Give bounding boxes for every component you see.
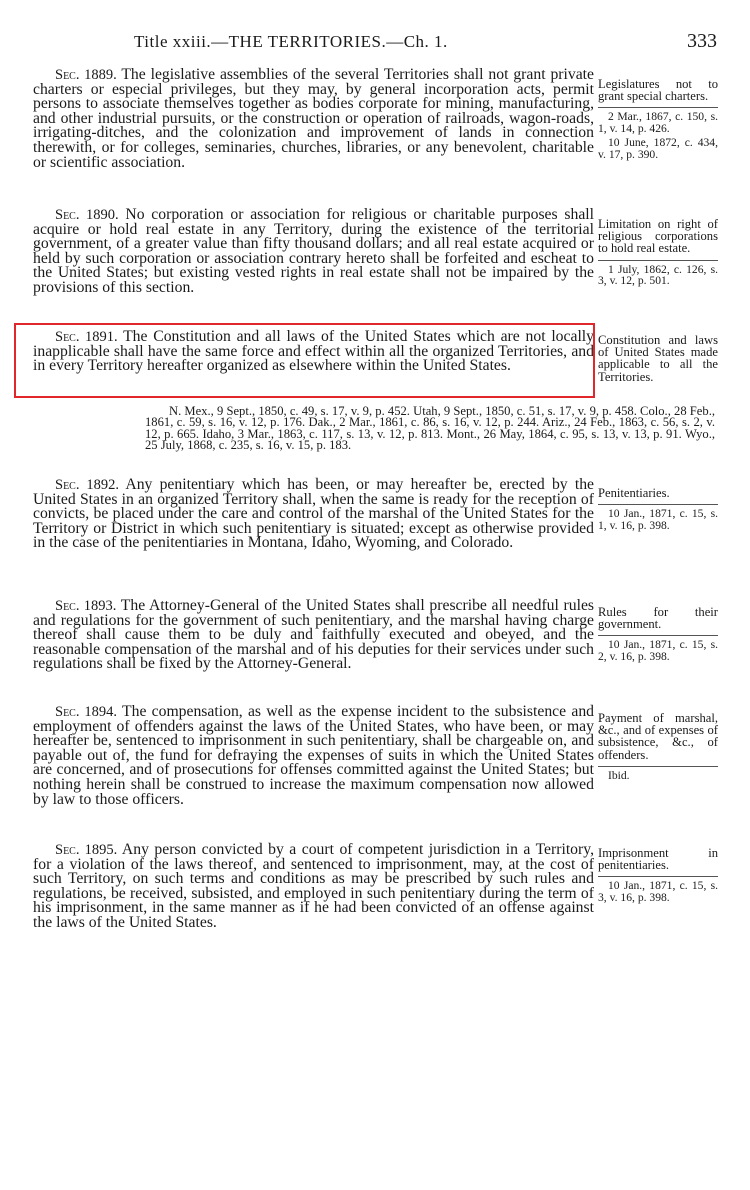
margin-note-1893 xyxy=(598,606,718,662)
section-number: Sec. 1889. xyxy=(55,67,117,83)
section-number: Sec. 1893. xyxy=(55,598,117,614)
section-number: Sec. 1891. xyxy=(55,329,118,345)
section-number: Sec. 1890. xyxy=(55,207,119,223)
margin-note-ref: 1 July, 1862, c. 126, s. 3, v. 12, p. 501. xyxy=(598,260,718,287)
margin-note-title: Constitution and laws of United States made applicable to all the Territories. xyxy=(598,333,718,384)
margin-note-title: Payment of marshal, &c., and of expenses of subsistence, &c., of offenders. xyxy=(598,711,718,762)
highlight-box xyxy=(14,323,595,398)
margin-note-ref: 10 Jan., 1871, c. 15, s. 1, v. 16, p. 398. xyxy=(598,504,718,531)
section-text: Any penitentiary which has been, or may hereafter be, erected by the United States in an organized Territory shall, when the same is ready for the reception of convicts, be placed under the care and control of the marshal of the United States for the Territory or District in which such penitentiary is situated; except as otherwise provided in the case of the penitentiaries in Montana, Idaho, Wyoming, and Colorado. xyxy=(33,476,595,552)
page-header xyxy=(0,32,750,56)
section-1893 xyxy=(33,599,594,672)
margin-note-title: Limitation on right of religious corporations to hold real estate. xyxy=(598,217,718,256)
section-text: The Constitution and all laws of the United States which are not locally inapplicable shall have the same force and effect within all the organized Territories, and in every Territory hereafter organized as elsewhere within the United States. xyxy=(33,328,595,375)
margin-note-1890 xyxy=(598,218,718,286)
margin-note-ref: Ibid. xyxy=(598,766,718,781)
section-text: The legislative assemblies of the several Territories shall not grant private charters or especial privileges, but they may, by general incorporation acts, permit persons to associate themselves together as bodies corporate for mining, manufacturing, and other industrial pursuits, or the construction or operation of railroads, wagon-roads, irrigating-ditches, and the colonization and improvement of lands in connection therewith, or for colleges, seminaries, churches, libraries, or any benevolent, charitable or scientific association. xyxy=(33,66,594,171)
margin-note-ref: 2 Mar., 1867, c. 150, s. 1, v. 14, p. 426. xyxy=(598,107,718,134)
margin-note-title: Legislatures not to grant special charters. xyxy=(598,77,718,104)
margin-note-1889 xyxy=(598,78,718,160)
margin-note-title: Imprisonment in penitentiaries. xyxy=(598,846,718,873)
section-number: Sec. 1892. xyxy=(55,477,120,493)
margin-note-1894 xyxy=(598,712,718,781)
section-1890 xyxy=(33,208,594,296)
section-text: Any person convicted by a court of competent jurisdiction in a Territory, for a violation of the laws thereof, and sentenced to imprisonment, may, at the cost of such Territory, on such terms and conditions as may be prescribed by such rules and regulations, be received, subsisted, and employed in such penitentiary during the term of his imprisonment, in the same manner as if he had been convicted of an offense against the laws of the United States. xyxy=(33,841,594,931)
margin-note-ref: 10 Jan., 1871, c. 15, s. 3, v. 16, p. 398. xyxy=(598,876,718,903)
running-title: Title xxiii.—THE TERRITORIES.—Ch. 1. xyxy=(134,32,448,51)
section-1889 xyxy=(33,68,594,170)
section-1895 xyxy=(33,843,594,931)
section-number: Sec. 1895. xyxy=(55,842,118,858)
margin-note-title: Penitentiaries. xyxy=(598,486,670,500)
margin-note-1895 xyxy=(598,847,718,903)
section-1892 xyxy=(33,478,594,551)
page-number: 333 xyxy=(687,30,717,52)
margin-note-1891 xyxy=(598,334,718,383)
margin-note-1892 xyxy=(598,487,718,531)
section-1894 xyxy=(33,705,594,807)
section-text: The compensation, as well as the expense incident to the subsistence and employment of offenders against the laws of the United States, who have been, or may hereafter be, sentenced to imprisonment in such penitentiary, shall be chargeable on, and payable out of, the fund for defraying the expenses of suits in which the United States are concerned, and of prosecutions for offenses committed against the United States; but nothing herein shall be construed to increase the maximum compensation now allowed by law to those officers. xyxy=(33,703,595,808)
margin-note-ref: 10 Jan., 1871, c. 15, s. 2, v. 16, p. 398. xyxy=(598,635,718,662)
citation-1891: N. Mex., 9 Sept., 1850, c. 49, s. 17, v. 9, p. 452. Utah, 9 Sept., 1850, c. 51, s. 17, v. 9, p. 458. Colo., 28 Feb., 1861, c. 59, s. 16, v. 12, p. 176. Dak., 2 Mar., 1861, c. 86, s. 16, v. 12, p. 244. Ariz., 24 Feb., 1863, c. 56, s. 2, v. 12, p. 665. Idaho, 3 Mar., 1863, c. 117, s. 13, v. 12, p. 813. Mont., 26 May, 1864, c. 95, s. 13, v. 13, p. 91. Wyo., 25 July, 1868, c. 235, s. 16, v. 15, p. 183. xyxy=(145,404,715,453)
margin-note-ref: 10 June, 1872, c. 434, v. 17, p. 390. xyxy=(598,136,718,161)
section-text: No corporation or association for religious or charitable purposes shall acquire or hold real estate in any Territory, during the existence of the territorial government, of a greater value than fifty thousand dollars; and all real estate acquired or held by such corporation or association contrary hereto shall be forfeited and escheat to the United States; but existing vested rights in real estate shall not be impaired by the provisions of this section. xyxy=(33,206,595,296)
margin-note-title: Rules for their government. xyxy=(598,605,718,632)
section-number: Sec. 1894. xyxy=(55,704,118,720)
section-text: The Attorney-General of the United States shall prescribe all needful rules and regulations for the government of such penitentiary, and the marshal having charge thereof shall cause them to be duly and faithfully executed and obeyed, and the reasonable compensation of the marshal and of his deputies for their services under such regulations shall be fixed by the Attorney-General. xyxy=(33,597,595,673)
